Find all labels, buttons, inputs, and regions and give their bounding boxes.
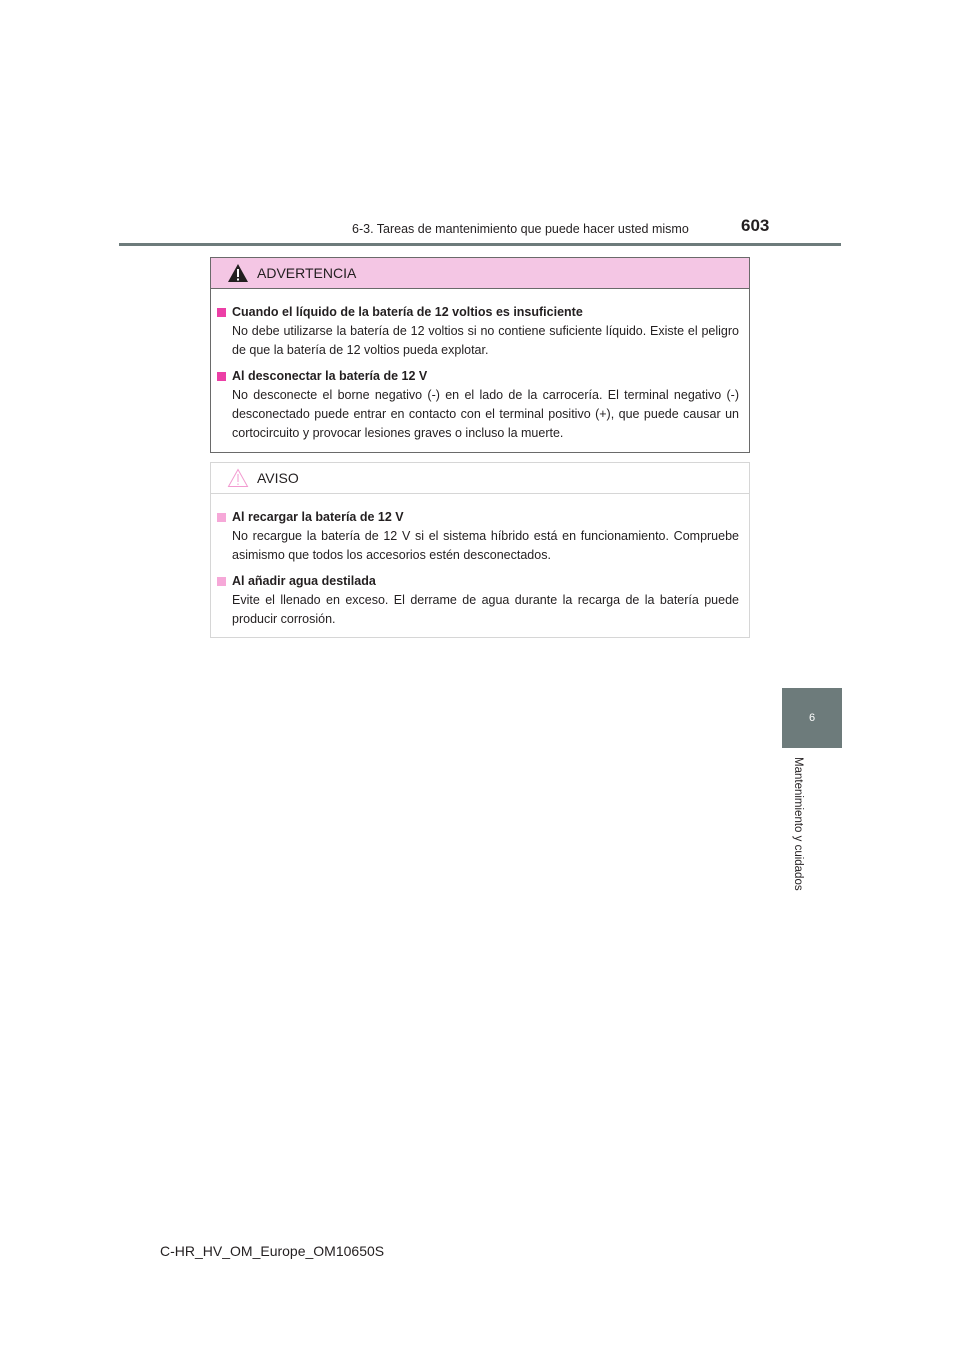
- warning-item-heading-text: Al desconectar la batería de 12 V: [232, 369, 428, 383]
- notice-box-header: [211, 463, 749, 494]
- warning-box-header: [211, 258, 749, 289]
- warning-triangle-filled-icon: [227, 263, 249, 283]
- warning-box-body: [211, 289, 749, 443]
- notice-item-heading: [217, 571, 739, 591]
- chapter-tab: [782, 688, 842, 748]
- chapter-number: 6: [808, 712, 816, 724]
- warning-box: [210, 257, 750, 453]
- notice-box-title: AVISO: [257, 470, 299, 486]
- section-header: 6-3. Tareas de mantenimiento que puede hacer usted mismo: [352, 222, 689, 236]
- warning-item-heading: [217, 302, 739, 322]
- square-bullet-icon: [217, 513, 226, 522]
- warning-item-heading-text: Cuando el líquido de la batería de 12 voltios es insuficiente: [232, 305, 583, 319]
- notice-box-body: [211, 494, 749, 629]
- notice-item-heading: [217, 507, 739, 527]
- notice-item-heading-text: Al añadir agua destilada: [232, 574, 376, 588]
- chapter-label: Mantenimiento y cuidados: [792, 757, 804, 891]
- square-bullet-icon: [217, 372, 226, 381]
- document-code: C-HR_HV_OM_Europe_OM10650S: [160, 1243, 385, 1259]
- square-bullet-icon: [217, 308, 226, 317]
- notice-box: [210, 462, 750, 638]
- warning-item-text: No debe utilizarse la batería de 12 voltios si no contiene suficiente líquido. Existe el peligro de que la batería de 12 voltios pueda explotar.: [232, 324, 739, 357]
- header-rule: [119, 243, 841, 246]
- notice-item-text: No recargue la batería de 12 V si el sistema híbrido está en funcionamiento. Compruebe asimismo que todos los accesorios estén desconectados.: [232, 529, 739, 562]
- warning-item-text: No desconecte el borne negativo (-) en el lado de la carrocería. El terminal negativo (-) desconectado puede entrar en contacto con el terminal positivo (+), que puede causar un cortocircuito y provocar lesiones graves o incluso la muerte.: [232, 388, 739, 440]
- page-number: 603: [741, 216, 770, 235]
- notice-item-text: Evite el llenado en exceso. El derrame de agua durante la recarga de la batería puede producir corrosión.: [232, 593, 739, 626]
- square-bullet-icon: [217, 577, 226, 586]
- warning-triangle-outline-icon: [227, 468, 249, 488]
- warning-box-title: ADVERTENCIA: [257, 265, 357, 281]
- warning-item-heading: [217, 366, 739, 386]
- notice-item-heading-text: Al recargar la batería de 12 V: [232, 510, 404, 524]
